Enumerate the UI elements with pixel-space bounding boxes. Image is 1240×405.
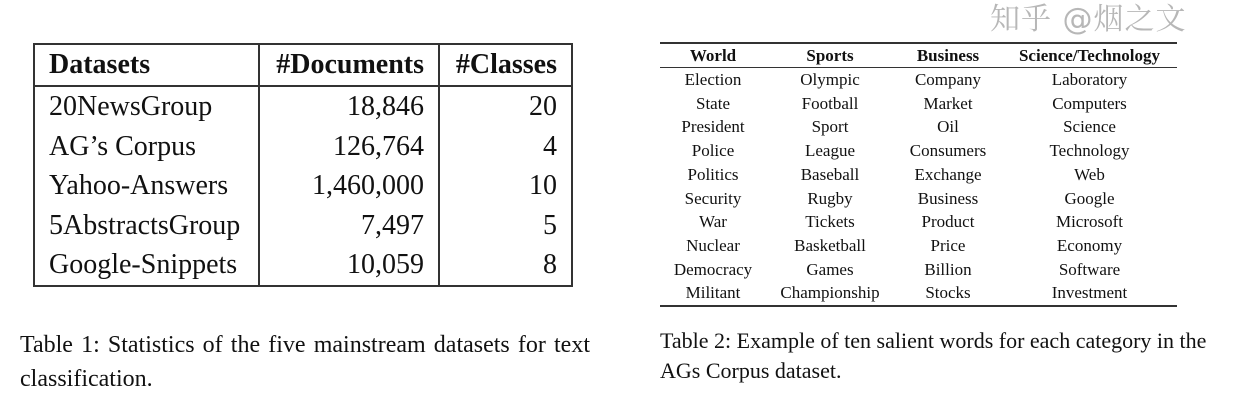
table-cell: Democracy xyxy=(673,259,753,279)
table-cell: 7,497 xyxy=(259,206,439,246)
table-row xyxy=(660,163,1177,187)
table-cell: Security xyxy=(684,188,742,208)
table-cell: War xyxy=(699,212,727,232)
table-row xyxy=(660,187,1177,211)
table-body xyxy=(660,68,1177,307)
table-cell: President xyxy=(681,117,745,137)
table-cell: Stocks xyxy=(925,283,971,303)
table-cell: Price xyxy=(930,235,966,255)
table-cell: Exchange xyxy=(914,164,982,184)
table-cell: Rugby xyxy=(807,188,853,208)
column-header: Science/Technology xyxy=(1002,43,1177,68)
column-header: Business xyxy=(894,43,1002,68)
table-cell: Consumers xyxy=(909,141,987,161)
salient-words-table xyxy=(660,42,1177,307)
table-cell: Web xyxy=(1074,164,1105,184)
dataset-statistics-table xyxy=(33,43,573,287)
column-header: #Classes xyxy=(439,44,572,86)
table-cell: 1,460,000 xyxy=(259,166,439,206)
column-header: World xyxy=(660,43,766,68)
table-cell: Product xyxy=(921,212,975,232)
table-cell: Tickets xyxy=(805,212,855,232)
table-cell: State xyxy=(696,93,730,113)
table2-caption: Table 2: Example of ten salient words for each category in the AGs Corpus dataset. xyxy=(660,328,1207,383)
table-cell: Economy xyxy=(1056,235,1123,255)
table-row xyxy=(660,258,1177,282)
table-row xyxy=(34,206,572,246)
table-cell: 8 xyxy=(543,249,557,280)
table-cell: Militant xyxy=(685,283,741,303)
table-cell: Microsoft xyxy=(1055,212,1124,232)
table-cell: 20 xyxy=(529,91,557,122)
table-cell: Investment xyxy=(1051,283,1128,303)
table-cell: 5 xyxy=(543,209,557,241)
table-row xyxy=(660,68,1177,92)
table-cell: 10,059 xyxy=(259,245,439,286)
table-cell: Google xyxy=(1064,188,1115,208)
table-cell: Billion xyxy=(924,259,972,279)
table-cell: Police xyxy=(691,141,735,161)
table-cell: Oil xyxy=(937,117,959,137)
table-cell: 20NewsGroup xyxy=(34,86,259,127)
table-header-row xyxy=(660,43,1177,68)
table-cell: Google-Snippets xyxy=(34,245,259,286)
table-cell: Nuclear xyxy=(686,235,740,255)
table-cell: League xyxy=(804,141,856,161)
table-cell: Games xyxy=(806,259,854,279)
table-cell: Business xyxy=(917,188,979,208)
table-row xyxy=(34,245,572,286)
table-header-row xyxy=(34,44,572,86)
table-cell: Company xyxy=(914,70,982,89)
table-cell: Market xyxy=(923,93,973,113)
column-header: #Documents xyxy=(259,44,439,86)
table-cell: Computers xyxy=(1052,93,1127,113)
table-cell: Championship xyxy=(780,283,880,303)
table-cell: Olympic xyxy=(800,70,860,89)
table-row xyxy=(660,281,1177,306)
table-cell: Software xyxy=(1058,259,1121,279)
table-row xyxy=(34,86,572,127)
table-cell: Technology xyxy=(1049,141,1130,161)
table-cell: Politics xyxy=(687,164,739,184)
table-cell: Laboratory xyxy=(1051,70,1128,89)
table-cell: Basketball xyxy=(794,235,866,255)
column-header: Sports xyxy=(766,43,894,68)
table-cell: 4 xyxy=(543,130,557,162)
table-row xyxy=(660,234,1177,258)
table-row xyxy=(34,166,572,206)
watermark: 知乎 @烟之文 xyxy=(990,2,1187,37)
table-cell: 18,846 xyxy=(259,86,439,127)
table-row xyxy=(660,139,1177,163)
table-cell: Football xyxy=(801,93,859,113)
table-cell: 10 xyxy=(529,170,557,201)
table-cell: Election xyxy=(684,70,742,89)
table-row xyxy=(660,210,1177,234)
table-cell: Yahoo-Answers xyxy=(34,166,259,206)
table-cell: 5AbstractsGroup xyxy=(34,206,259,246)
table-cell: Science xyxy=(1063,117,1116,137)
table-cell: Baseball xyxy=(800,164,860,184)
column-header: Datasets xyxy=(34,44,259,86)
table-row xyxy=(660,115,1177,139)
table-cell: Sport xyxy=(811,117,849,137)
table-body xyxy=(34,86,572,286)
table-cell: 126,764 xyxy=(259,127,439,167)
table-row xyxy=(660,92,1177,116)
table-row xyxy=(34,127,572,167)
table-cell: AG’s Corpus xyxy=(34,127,259,167)
table1-caption: Table 1: Statistics of the five mainstream datasets for text classification. xyxy=(20,332,590,392)
